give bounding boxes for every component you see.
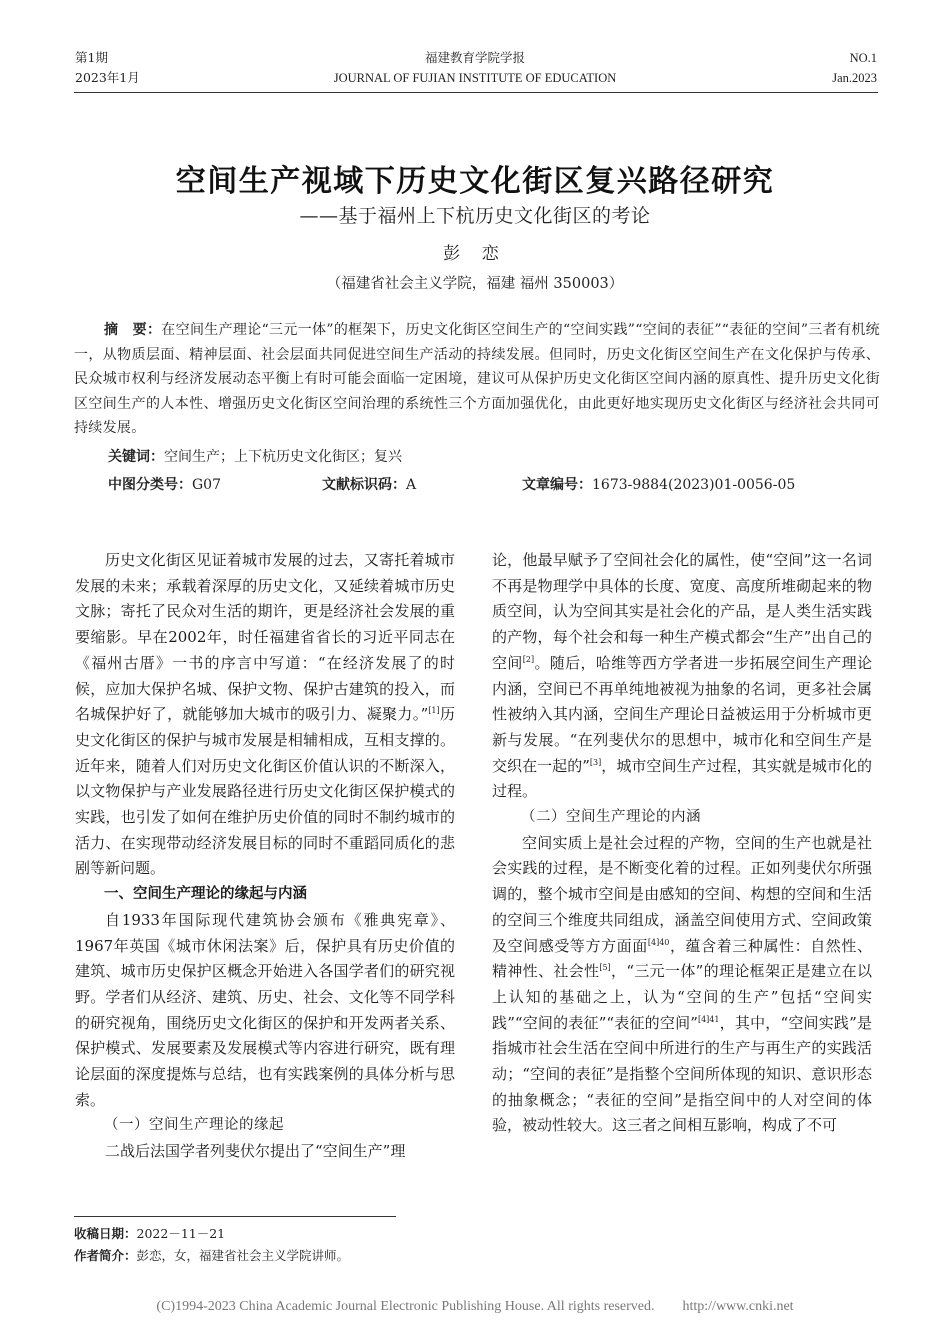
clc-label: 中图分类号： (108, 477, 192, 493)
citation: [5] (599, 963, 611, 973)
body-column-left (75, 548, 455, 1165)
article-author: 彭 恋 (443, 244, 507, 264)
paragraph-text: ，蕴含着三种属性：自然性、精神性、社会性 (492, 936, 872, 981)
subsection-heading: （二）空间生产理论的内涵 (521, 809, 701, 826)
article-number (522, 474, 795, 496)
author-bio-label: 作者简介： (74, 1248, 137, 1263)
footnote-divider (74, 1216, 396, 1217)
journal-name (0, 48, 950, 88)
keywords-label: 关键词： (108, 449, 164, 465)
citation: [2] (522, 654, 535, 664)
received-date (74, 1224, 225, 1244)
author-bio-text: 彭恋，女，福建省社会主义学院讲师。 (136, 1248, 350, 1263)
article-number-label: 文章编号： (522, 477, 592, 493)
clc-number (108, 474, 221, 496)
paragraph-text: ，城市空间生产过程，其实就是城市化的过程。 (492, 756, 872, 801)
copyright-notice: (C)1994-2023 China Academic Journal Electronic Publishing House. All rights reserved. http://www.cnki.net (156, 1299, 794, 1314)
issue-date: 2023年1月 (75, 70, 140, 85)
document-code-value: A (406, 477, 417, 493)
abstract (74, 318, 880, 441)
header-divider (74, 92, 878, 93)
paragraph-text: 历史文化街区的保护与城市发展是相辅相成，互相支撑的。近年来，随着人们对历史文化街区价值认识的不断深入，以文物保护与产业发展路径进行历史文化街区保护模式的实践，也引发了如何在维护历史价值的同时不制约城市的活力、在实现带动经济发展目标的同时不重蹈同质化的悲剧等新问题。 (75, 705, 455, 878)
body-column-right (492, 548, 872, 1139)
paragraph-text: ，其中，“空间实践”是指城市社会生活在空间中所进行的生产与再生产的实践活动；“空间的表征”是指整个空间所体现的知识、意识形态的抽象概念；“表征的空间”是指空间中的人对空间的体验，被动性较大。这三者之间相互影响，构成了不可 (492, 1013, 873, 1135)
keywords-text: 空间生产；上下杭历史文化街区；复兴 (164, 449, 402, 465)
abstract-text: 在空间生产理论“三元一体”的框架下，历史文化街区空间生产的“空间实践”“空间的表征”“表征的空间”三者有机统一，从物质层面、精神层面、社会层面共同促进空间生产活动的持续发展。但同时，历史文化街区空间生产在文化保护与传承、民众城市权利与经济发展动态平衡上有时可能会面临一定困境，建议可从保护历史文化街区空间内涵的原真性、提升历史文化街区空间生产的人本性、增强历史文化街区空间治理的系统性三个方面加强优化，由此更好地实现历史文化街区与经济社会共同可持续发展。 (74, 322, 880, 436)
citation: [4]41 (697, 1014, 720, 1024)
journal-name-en: JOURNAL OF FUJIAN INSTITUTE OF EDUCATION (333, 71, 617, 85)
paragraph-text: ，“三元一体”的理论框架正是建立在以上认知的基础之上，认为“空间的生产”包括“空间实践”“空间的表征”“表征的空间” (492, 962, 872, 1032)
citation: [4]40 (647, 937, 670, 947)
paragraph (75, 548, 455, 882)
paragraph-text: 论，他最早赋予了空间社会化的属性，使“空间”这一名词不再是物理学中具体的长度、宽度、高度所堆砌起来的物质空间，认为空间其实是社会化的产品，是人类生活实践的产物，每个社会和每一种生产模式都会“生产”出自己的空间 (492, 551, 872, 672)
article-subtitle: ——基于福州上下杭历史文化街区的考论 (299, 205, 651, 227)
received-date-value: 2022－11－21 (136, 1226, 226, 1241)
issue-date-en: Jan.2023 (832, 71, 877, 85)
article-title: 空间生产视域下历史文化街区复兴路径研究 (175, 164, 775, 199)
keywords (108, 446, 402, 468)
abstract-label: 摘 要： (104, 322, 162, 338)
citation: [3] (589, 757, 602, 767)
subsection-heading: （一）空间生产理论的缘起 (104, 1117, 284, 1134)
section-heading: 一、空间生产理论的缘起与内涵 (104, 886, 307, 903)
paragraph: 自1933年国际现代建筑协会颁布《雅典宪章》、1967年英国《城市休闲法案》后，保护具有历史价值的建筑、城市历史保护区概念开始进入各国学者们的研究视野。学者们从经济、建筑、历史、社会、文化等不同学科的研究视角，围绕历史文化街区的保护和开发两者关系、保护模式、发展要素及发展模式等内容进行研究，既有理论层面的深度提炼与总结，也有实践案例的具体分析与思索。 (75, 910, 455, 1109)
clc-value: G07 (192, 477, 221, 493)
paragraph (492, 831, 872, 1139)
issue-number-en: NO.1 (849, 51, 877, 65)
paragraph (492, 548, 872, 805)
issue-number: 第1期 (75, 50, 108, 65)
received-date-label: 收稿日期： (74, 1226, 137, 1241)
citation: [1] (428, 706, 440, 716)
paragraph-text: 历史文化街区见证着城市发展的过去，又寄托着城市发展的未来；承载着深厚的历史文化，又延续着城市历史文脉；寄托了民众对生活的期许，更是经济社会发展的重要缩影。早在2002年，时任福建省省长的习近平同志在《福州古厝》一书的序言中写道：“在经济发展了的时候，应加大保护名城、保护文物、保护古建筑的投入，而名城保护好了，就能够加大城市的吸引力、凝聚力。” (75, 551, 455, 724)
paragraph: 二战后法国学者列斐伏尔提出了“空间生产”理 (105, 1142, 406, 1161)
paragraph-text: 。随后，哈维等西方学者进一步拓展空间生产理论内涵，空间已不再单纯地被视为抽象的名词，更多社会属性被纳入其内涵，空间生产理论日益被运用于分析城市更新与发展。“在列斐伏尔的思想中，城市化和空间生产是交织在一起的” (492, 653, 872, 775)
article-number-value: 1673-9884(2023)01-0056-05 (592, 477, 796, 493)
paragraph-text: 空间实质上是社会过程的产物，空间的生产也就是社会实践的过程，是不断变化着的过程。正如列斐伏尔所强调的，整个城市空间是由感知的空间、构想的空间和生活的空间三个维度共同组成，涵盖空间使用方式、空间政策及空间感受等方方面面 (492, 833, 872, 955)
document-code-label: 文献标识码： (322, 477, 406, 493)
document-code (322, 474, 416, 496)
author-affiliation: （福建省社会主义学院，福建 福州 350003） (326, 276, 624, 292)
issue-info-en (832, 48, 877, 88)
journal-name-cn: 福建教育学院学报 (424, 51, 525, 65)
author-bio (74, 1246, 349, 1266)
